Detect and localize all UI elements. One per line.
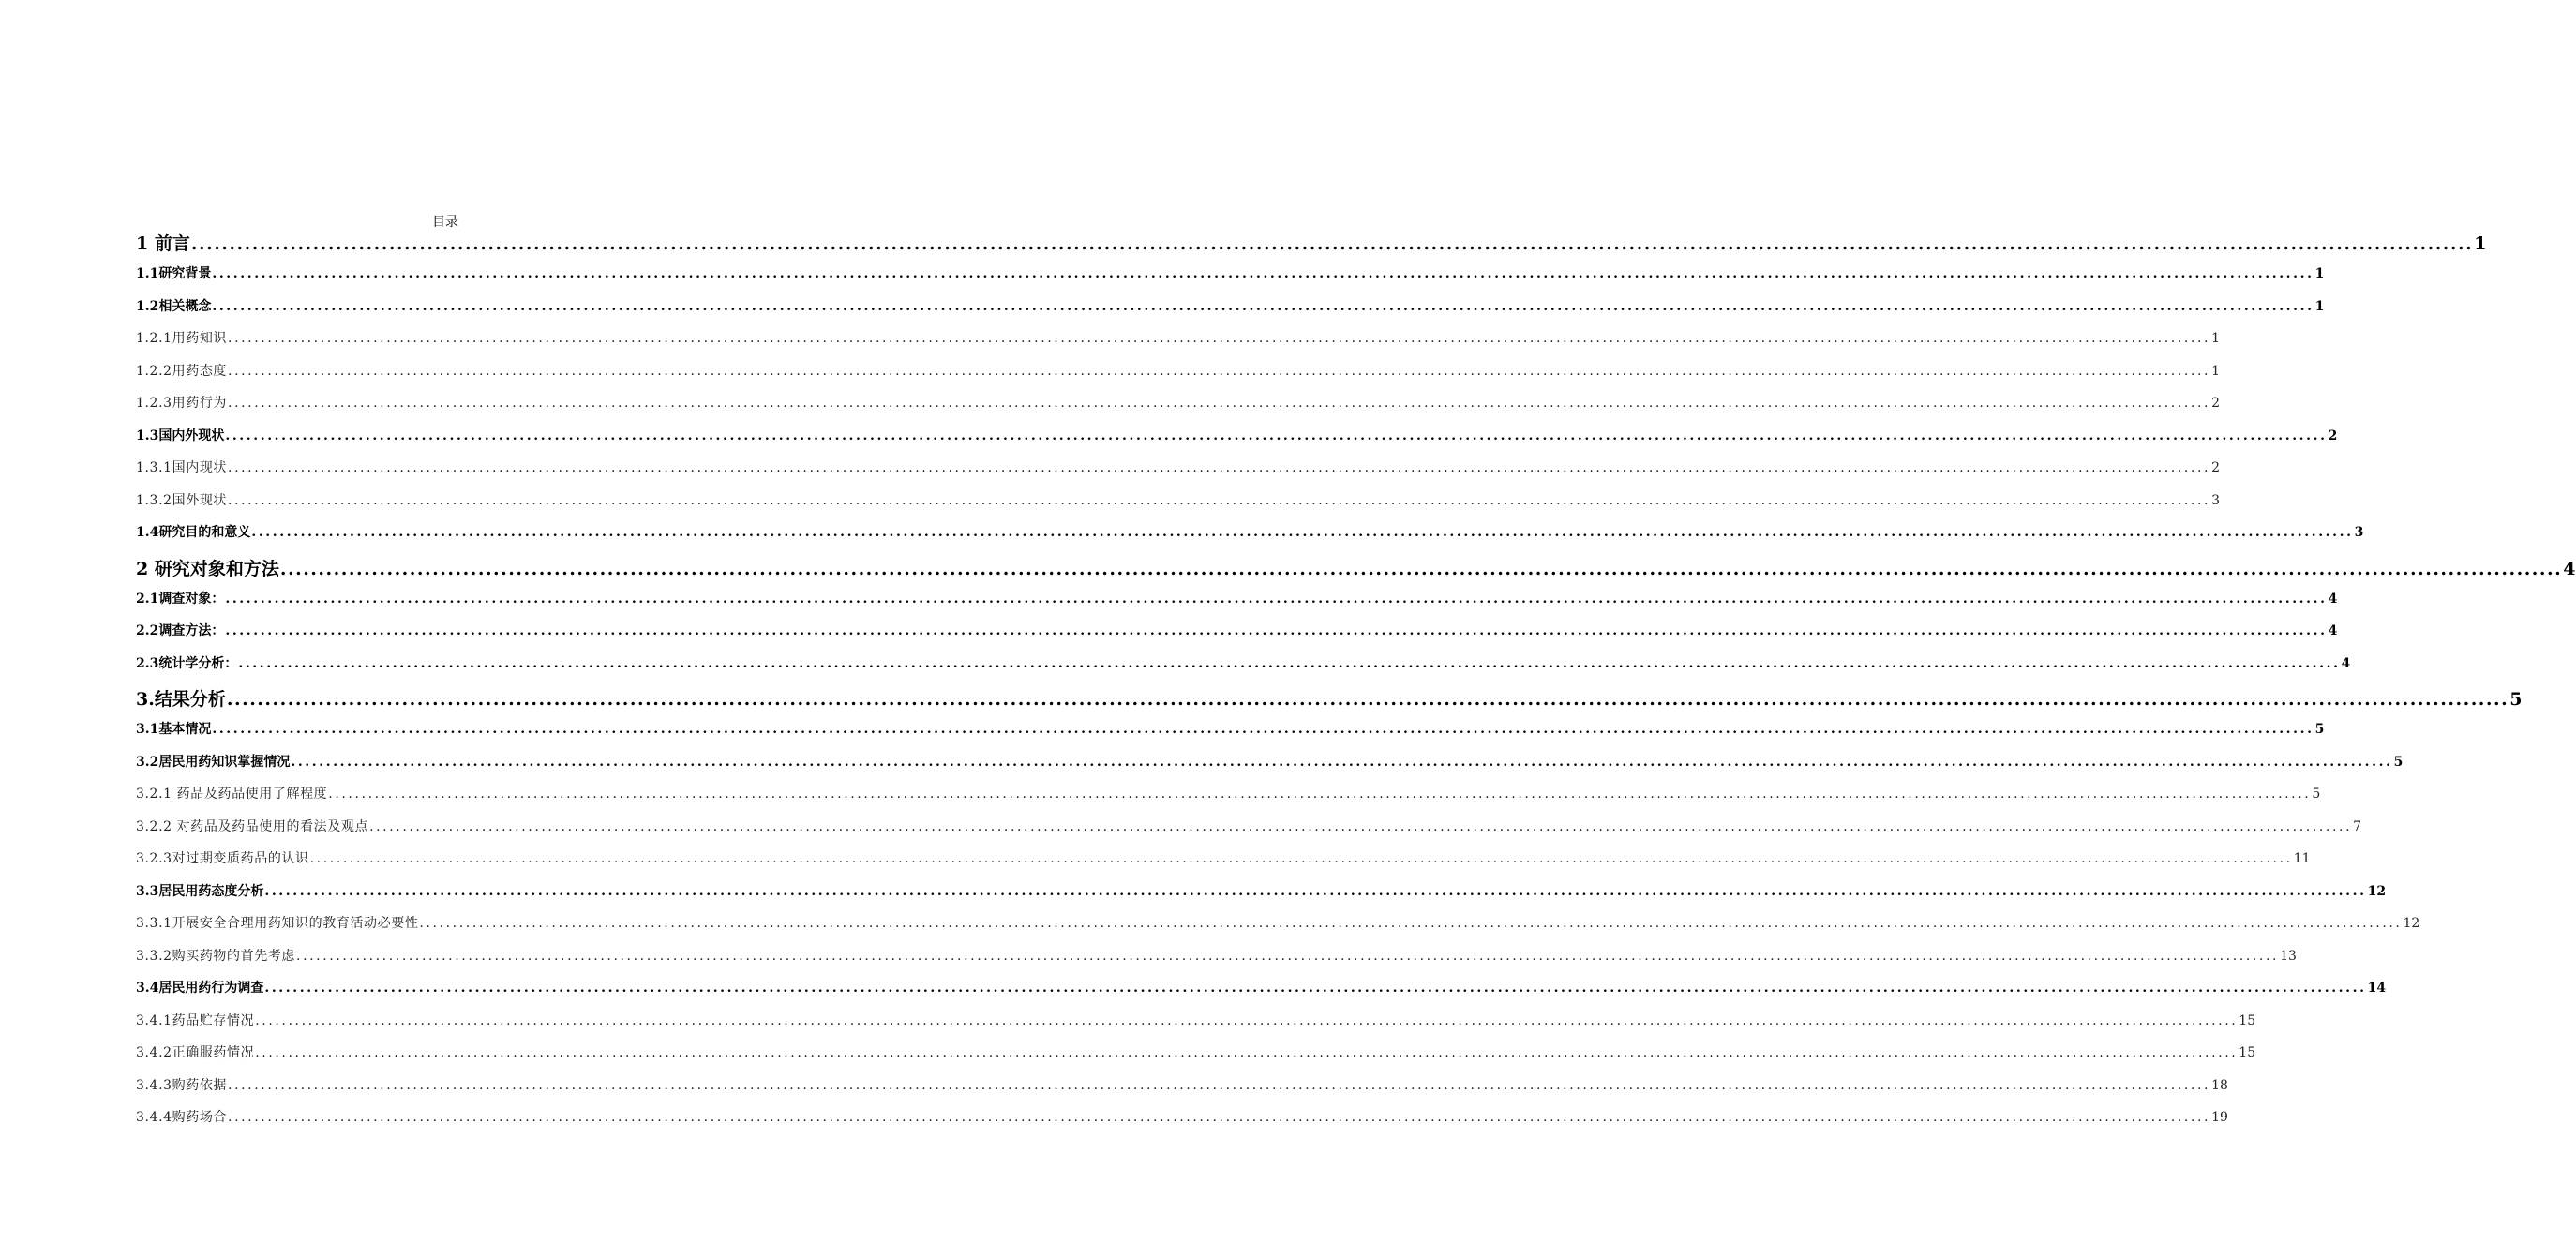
toc-entry-page: 4	[2328, 591, 2338, 607]
toc-entry-page: 4	[2563, 558, 2576, 579]
dot-leader: ............................................................................................................................................................................................................................................................................................................	[309, 851, 2293, 866]
toc-title: 目录	[432, 215, 458, 230]
toc-entry-label: 1.1研究背景	[136, 266, 212, 281]
toc-entry-label: 1.4研究目的和意义	[136, 525, 251, 540]
toc-entry-label: 3.2.1 药品及药品使用了解程度	[136, 787, 328, 802]
dot-leader: ............................................................................................................................................................................................................................................................................................................	[228, 1110, 2211, 1125]
toc-entry-page: 2	[2211, 460, 2221, 475]
dot-leader: ............................................................................................................................................................................................................................................................................................................	[225, 428, 2328, 443]
toc-entry[interactable]	[136, 1107, 2228, 1140]
toc-entry[interactable]	[136, 817, 2362, 849]
dot-leader: ............................................................................................................................................................................................................................................................................................................	[228, 363, 2211, 379]
toc-entry-page: 15	[2239, 1012, 2256, 1028]
dot-leader: ............................................................................................................................................................................................................................................................................................................	[228, 492, 2211, 508]
toc-entry-label: 1 前言	[136, 233, 190, 254]
dot-leader: ............................................................................................................................................................................................................................................................................................................	[419, 916, 2403, 931]
toc-entry[interactable]	[136, 1011, 2256, 1043]
toc-entry-page: 19	[2211, 1110, 2228, 1125]
toc-entry-page: 1	[2211, 331, 2221, 346]
toc-entry-page: 7	[2353, 818, 2362, 834]
toc-entry[interactable]	[136, 685, 2523, 719]
toc-entry-label: 1.3国内外现状	[136, 428, 225, 443]
toc-entry-label: 3.2.2 对药品及药品使用的看法及观点	[136, 818, 369, 834]
toc-entry-page: 2	[2328, 428, 2338, 443]
toc-entry-page: 12	[2367, 883, 2387, 899]
toc-entry-page: 13	[2280, 948, 2297, 964]
toc-entry-label: 1.3.1国内现状	[136, 460, 228, 475]
toc-entry-label: 1.2.1用药知识	[136, 331, 228, 346]
toc-entry-page: 4	[2341, 655, 2351, 671]
toc-entry[interactable]	[136, 1075, 2228, 1108]
toc-entry-label: 3.1基本情况	[136, 722, 212, 737]
toc-entry-page: 4	[2328, 623, 2338, 638]
toc-entry-page: 11	[2293, 851, 2311, 866]
toc-entry-label: 3.4.2正确服药情况	[136, 1045, 255, 1060]
toc-entry-label: 1.2相关概念	[136, 298, 212, 314]
toc-entry-page: 3	[2211, 492, 2221, 508]
toc-entry-label: 3.4.1药品贮存情况	[136, 1012, 255, 1028]
toc-entry-page: 18	[2211, 1077, 2228, 1093]
toc-entry[interactable]	[136, 426, 2338, 458]
toc-entry[interactable]	[136, 848, 2311, 881]
dot-leader: ............................................................................................................................................................................................................................................................................................................	[369, 818, 2353, 834]
toc-entry-page: 5	[2314, 722, 2325, 737]
dot-leader: ............................................................................................................................................................................................................................................................................................................	[228, 460, 2211, 475]
toc-entry-label: 3.3居民用药态度分析	[136, 883, 264, 899]
toc-entry-page: 14	[2367, 981, 2387, 996]
toc-entry[interactable]	[136, 328, 2221, 361]
dot-leader: ............................................................................................................................................................................................................................................................................................................	[264, 981, 2367, 996]
toc-entry[interactable]	[136, 752, 2404, 785]
table-of-contents	[136, 230, 2576, 1140]
toc-entry[interactable]	[136, 913, 2420, 946]
toc-entry-label: 3.4.3购药依据	[136, 1077, 228, 1093]
toc-entry[interactable]	[136, 263, 2325, 296]
dot-leader: ............................................................................................................................................................................................................................................................................................................	[264, 883, 2367, 899]
toc-entry-label: 1.2.2用药态度	[136, 363, 228, 379]
toc-entry-label: 2.2调查方法：	[136, 623, 225, 638]
dot-leader: ............................................................................................................................................................................................................................................................................................................	[225, 623, 2328, 638]
dot-leader: ............................................................................................................................................................................................................................................................................................................	[228, 331, 2211, 346]
dot-leader: ............................................................................................................................................................................................................................................................................................................	[225, 591, 2328, 607]
toc-entry[interactable]	[136, 653, 2351, 686]
toc-entry-label: 3.4.4购药场合	[136, 1110, 228, 1125]
dot-leader: ............................................................................................................................................................................................................................................................................................................	[291, 754, 2393, 770]
toc-entry-label: 3.结果分析	[136, 689, 226, 710]
toc-entry[interactable]	[136, 946, 2297, 979]
toc-entry[interactable]	[136, 393, 2221, 426]
toc-entry-page: 3	[2354, 525, 2364, 540]
toc-entry-label: 2.1调查对象：	[136, 591, 225, 607]
toc-entry-page: 1	[2314, 266, 2325, 281]
toc-entry-page: 15	[2239, 1045, 2256, 1060]
dot-leader: ............................................................................................................................................................................................................................................................................................................	[255, 1012, 2239, 1028]
toc-entry-label: 2 研究对象和方法	[136, 558, 279, 579]
toc-entry-page: 5	[2509, 689, 2523, 710]
toc-entry-page: 2	[2211, 396, 2221, 411]
toc-entry-page: 5	[2393, 754, 2404, 770]
dot-leader: ............................................................................................................................................................................................................................................................................................................	[279, 558, 2563, 579]
toc-entry-page: 5	[2312, 787, 2321, 802]
dot-leader: ............................................................................................................................................................................................................................................................................................................	[226, 689, 2509, 710]
dot-leader: ............................................................................................................................................................................................................................................................................................................	[212, 722, 2314, 737]
toc-entry[interactable]	[136, 361, 2221, 394]
toc-entry[interactable]	[136, 719, 2325, 752]
toc-entry[interactable]	[136, 784, 2321, 817]
toc-entry[interactable]	[136, 296, 2325, 329]
dot-leader: ............................................................................................................................................................................................................................................................................................................	[212, 298, 2314, 314]
toc-entry-label: 2.3统计学分析：	[136, 655, 238, 671]
toc-entry[interactable]	[136, 490, 2221, 523]
dot-leader: ............................................................................................................................................................................................................................................................................................................	[228, 396, 2211, 411]
toc-entry-page: 1	[2474, 233, 2487, 254]
toc-entry[interactable]	[136, 589, 2338, 622]
dot-leader: ............................................................................................................................................................................................................................................................................................................	[238, 655, 2341, 671]
dot-leader: ............................................................................................................................................................................................................................................................................................................	[228, 1077, 2211, 1093]
toc-entry-label: 1.3.2国外现状	[136, 492, 228, 508]
toc-entry-label: 3.4居民用药行为调查	[136, 981, 264, 996]
toc-entry[interactable]	[136, 881, 2387, 914]
dot-leader: ............................................................................................................................................................................................................................................................................................................	[328, 787, 2312, 802]
toc-entry-label: 3.3.1开展安全合理用药知识的教育活动必要性	[136, 916, 419, 931]
toc-entry[interactable]	[136, 555, 2576, 589]
toc-entry-label: 3.2.3对过期变质药品的认识	[136, 851, 309, 866]
toc-entry-label: 1.2.3用药行为	[136, 396, 228, 411]
toc-entry[interactable]	[136, 458, 2221, 490]
toc-entry-label: 3.3.2购买药物的首先考虑	[136, 948, 296, 964]
dot-leader: ............................................................................................................................................................................................................................................................................................................	[190, 233, 2474, 254]
toc-entry[interactable]	[136, 230, 2487, 263]
toc-entry-page: 1	[2211, 363, 2221, 379]
toc-entry[interactable]	[136, 1042, 2256, 1075]
toc-entry-page: 1	[2314, 298, 2325, 314]
toc-entry[interactable]	[136, 621, 2338, 653]
dot-leader: ............................................................................................................................................................................................................................................................................................................	[251, 525, 2354, 540]
dot-leader: ............................................................................................................................................................................................................................................................................................................	[212, 266, 2314, 281]
dot-leader: ............................................................................................................................................................................................................................................................................................................	[255, 1045, 2239, 1060]
dot-leader: ............................................................................................................................................................................................................................................................................................................	[296, 948, 2280, 964]
toc-entry-page: 12	[2403, 916, 2420, 931]
toc-entry-label: 3.2居民用药知识掌握情况	[136, 754, 291, 770]
toc-entry[interactable]	[136, 522, 2364, 555]
toc-entry[interactable]	[136, 978, 2387, 1011]
